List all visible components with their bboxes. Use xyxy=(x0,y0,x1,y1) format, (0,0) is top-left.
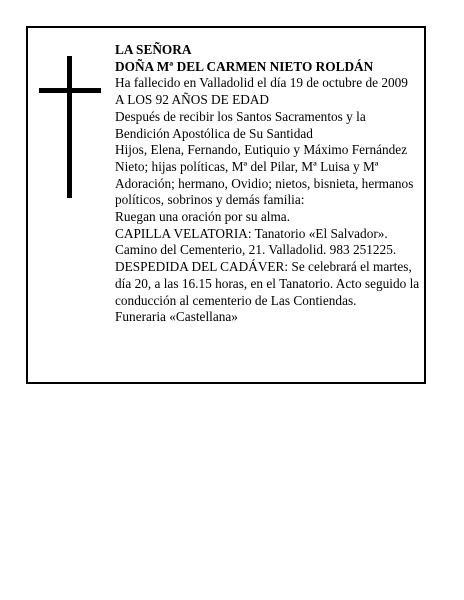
cross-icon xyxy=(39,56,101,198)
prayer-request: Ruegan una oración por su alma. xyxy=(115,209,291,225)
death-statement: Ha fallecido en Valladolid el día 19 de octubre de 2009 xyxy=(115,75,408,91)
notice-title: LA SEÑORA xyxy=(115,42,192,57)
notice-text xyxy=(115,42,421,326)
sacraments-statement: Después de recibir los Santos Sacramentos y la Bendición Apostólica de Su Santidad xyxy=(115,108,366,141)
chapel-info: CAPILLA VELATORIA: Tanatorio «El Salvador». Camino del Cementerio, 21. Valladolid. 983 251225. xyxy=(115,225,397,258)
funeral-home: Funeraria «Castellana» xyxy=(115,309,238,325)
cross-horizontal-bar xyxy=(39,88,101,93)
obituary-notice xyxy=(26,26,426,384)
farewell-info: DESPEDIDA DEL CADÁVER: Se celebrará el martes, día 20, a las 16.15 horas, en el Tanatorio. Acto seguido la conducción al cementerio de Las Contiendas. xyxy=(115,259,420,308)
age-statement: A LOS 92 AÑOS DE EDAD xyxy=(115,92,270,108)
family-list: Hijos, Elena, Fernando, Eutiquio y Máximo Fernández Nieto; hijas políticas, Mª del Pilar, Mª Luisa y Mª Adoración; hermano, Ovidio; nietos, bisnieta, hermanos políticos, sobrinos y demás familia: xyxy=(115,142,414,208)
cross-vertical-bar xyxy=(67,56,72,198)
deceased-name: DOÑA Mª DEL CARMEN NIETO ROLDÁN xyxy=(115,58,374,74)
